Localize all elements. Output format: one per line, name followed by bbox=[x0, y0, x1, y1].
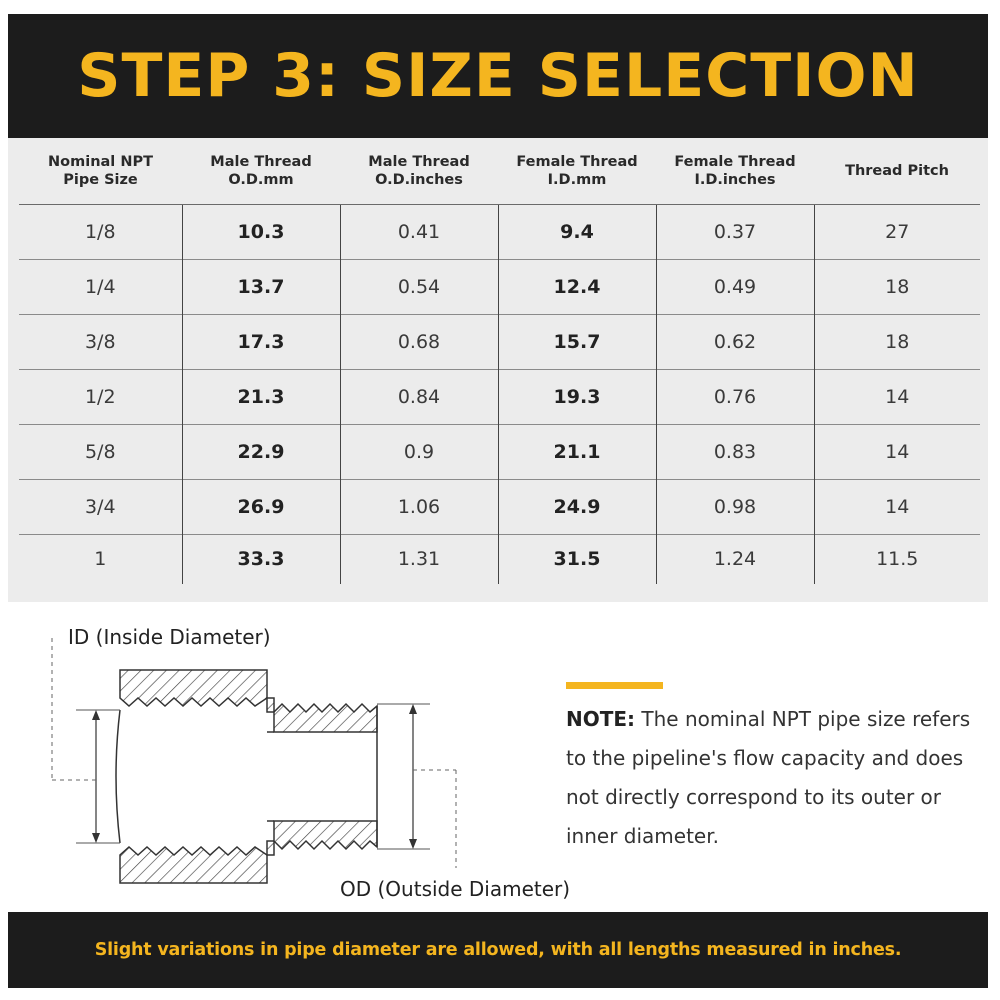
table-cell: 0.68 bbox=[340, 314, 498, 369]
id-label: ID (Inside Diameter) bbox=[68, 625, 271, 649]
note-text bbox=[566, 700, 986, 856]
table-header-row bbox=[19, 138, 980, 204]
table-cell: 1/4 bbox=[19, 259, 182, 314]
footer-text: Slight variations in pipe diameter are allowed, with all lengths measured in inches. bbox=[94, 940, 902, 960]
note-accent-bar bbox=[566, 682, 663, 689]
table-cell: 0.41 bbox=[340, 204, 498, 259]
table-cell: 0.98 bbox=[656, 479, 814, 534]
column-header-male-od-mm: Male Thread O.D.mm bbox=[182, 138, 340, 204]
table-cell: 33.3 bbox=[182, 534, 340, 584]
table-cell: 31.5 bbox=[498, 534, 656, 584]
table-cell: 13.7 bbox=[182, 259, 340, 314]
table-cell: 17.3 bbox=[182, 314, 340, 369]
column-header-thread-pitch: Thread Pitch bbox=[814, 138, 980, 204]
od-label: OD (Outside Diameter) bbox=[340, 877, 571, 901]
table-cell: 14 bbox=[814, 479, 980, 534]
od-dimension bbox=[377, 704, 456, 868]
table-cell: 1/8 bbox=[84, 220, 116, 243]
table-cell: 0.37 bbox=[656, 204, 814, 259]
table-row bbox=[19, 534, 980, 584]
size-table bbox=[19, 138, 980, 584]
table-cell: 0.83 bbox=[656, 424, 814, 479]
title-banner bbox=[8, 14, 988, 138]
table-cell: 0.49 bbox=[656, 259, 814, 314]
table-cell: 22.9 bbox=[182, 424, 340, 479]
column-header-nominal-size: Nominal NPT Pipe Size bbox=[19, 138, 182, 204]
table-row bbox=[19, 259, 980, 314]
table-cell: 21.1 bbox=[498, 424, 656, 479]
table-cell: 3/8 bbox=[19, 314, 182, 369]
size-table-panel bbox=[8, 138, 988, 602]
table-row bbox=[19, 314, 980, 369]
table-cell: 11.5 bbox=[814, 534, 980, 584]
column-header-male-od-inches: Male Thread O.D.inches bbox=[340, 138, 498, 204]
table-cell: 0.76 bbox=[656, 369, 814, 424]
column-header-female-id-inches: Female Thread I.D.inches bbox=[656, 138, 814, 204]
table-cell: 1/2 bbox=[19, 369, 182, 424]
table-cell: 0.54 bbox=[340, 259, 498, 314]
table-cell: 15.7 bbox=[498, 314, 656, 369]
table-row bbox=[19, 369, 980, 424]
table-row bbox=[19, 424, 980, 479]
fitting-body bbox=[116, 670, 377, 883]
id-dimension bbox=[52, 638, 120, 843]
table-cell: 27 bbox=[814, 204, 980, 259]
table-cell: 1.24 bbox=[656, 534, 814, 584]
table-cell: 12.4 bbox=[498, 259, 656, 314]
table-cell: 3/4 bbox=[19, 479, 182, 534]
table-cell: 14 bbox=[814, 369, 980, 424]
table-cell: 0.84 bbox=[340, 369, 498, 424]
table-cell: 21.3 bbox=[182, 369, 340, 424]
table-row bbox=[19, 204, 980, 259]
table-cell: 1.31 bbox=[340, 534, 498, 584]
table-cell: 14 bbox=[814, 424, 980, 479]
fitting-diagram bbox=[40, 618, 600, 918]
table-cell: 9.4 bbox=[498, 204, 656, 259]
table-cell: 18 bbox=[814, 259, 980, 314]
page-title: STEP 3: SIZE SELECTION bbox=[77, 41, 919, 111]
table-row bbox=[19, 479, 980, 534]
table-cell: 10.3 bbox=[182, 204, 340, 259]
table-cell: 1 bbox=[19, 534, 182, 584]
table-cell: 0.62 bbox=[656, 314, 814, 369]
note-body: The nominal NPT pipe size refers to the pipeline's flow capacity and does not directly correspond to its outer or inner diameter. bbox=[566, 707, 971, 848]
column-header-female-id-mm: Female Thread I.D.mm bbox=[498, 138, 656, 204]
table-cell: 1.06 bbox=[340, 479, 498, 534]
table-cell: 26.9 bbox=[182, 479, 340, 534]
note-prefix: NOTE: bbox=[566, 707, 636, 731]
table-cell: 19.3 bbox=[498, 369, 656, 424]
table-cell: 5/8 bbox=[19, 424, 182, 479]
footer-banner bbox=[8, 912, 988, 988]
table-cell: 0.9 bbox=[340, 424, 498, 479]
table-cell: 18 bbox=[814, 314, 980, 369]
table-cell: 24.9 bbox=[498, 479, 656, 534]
